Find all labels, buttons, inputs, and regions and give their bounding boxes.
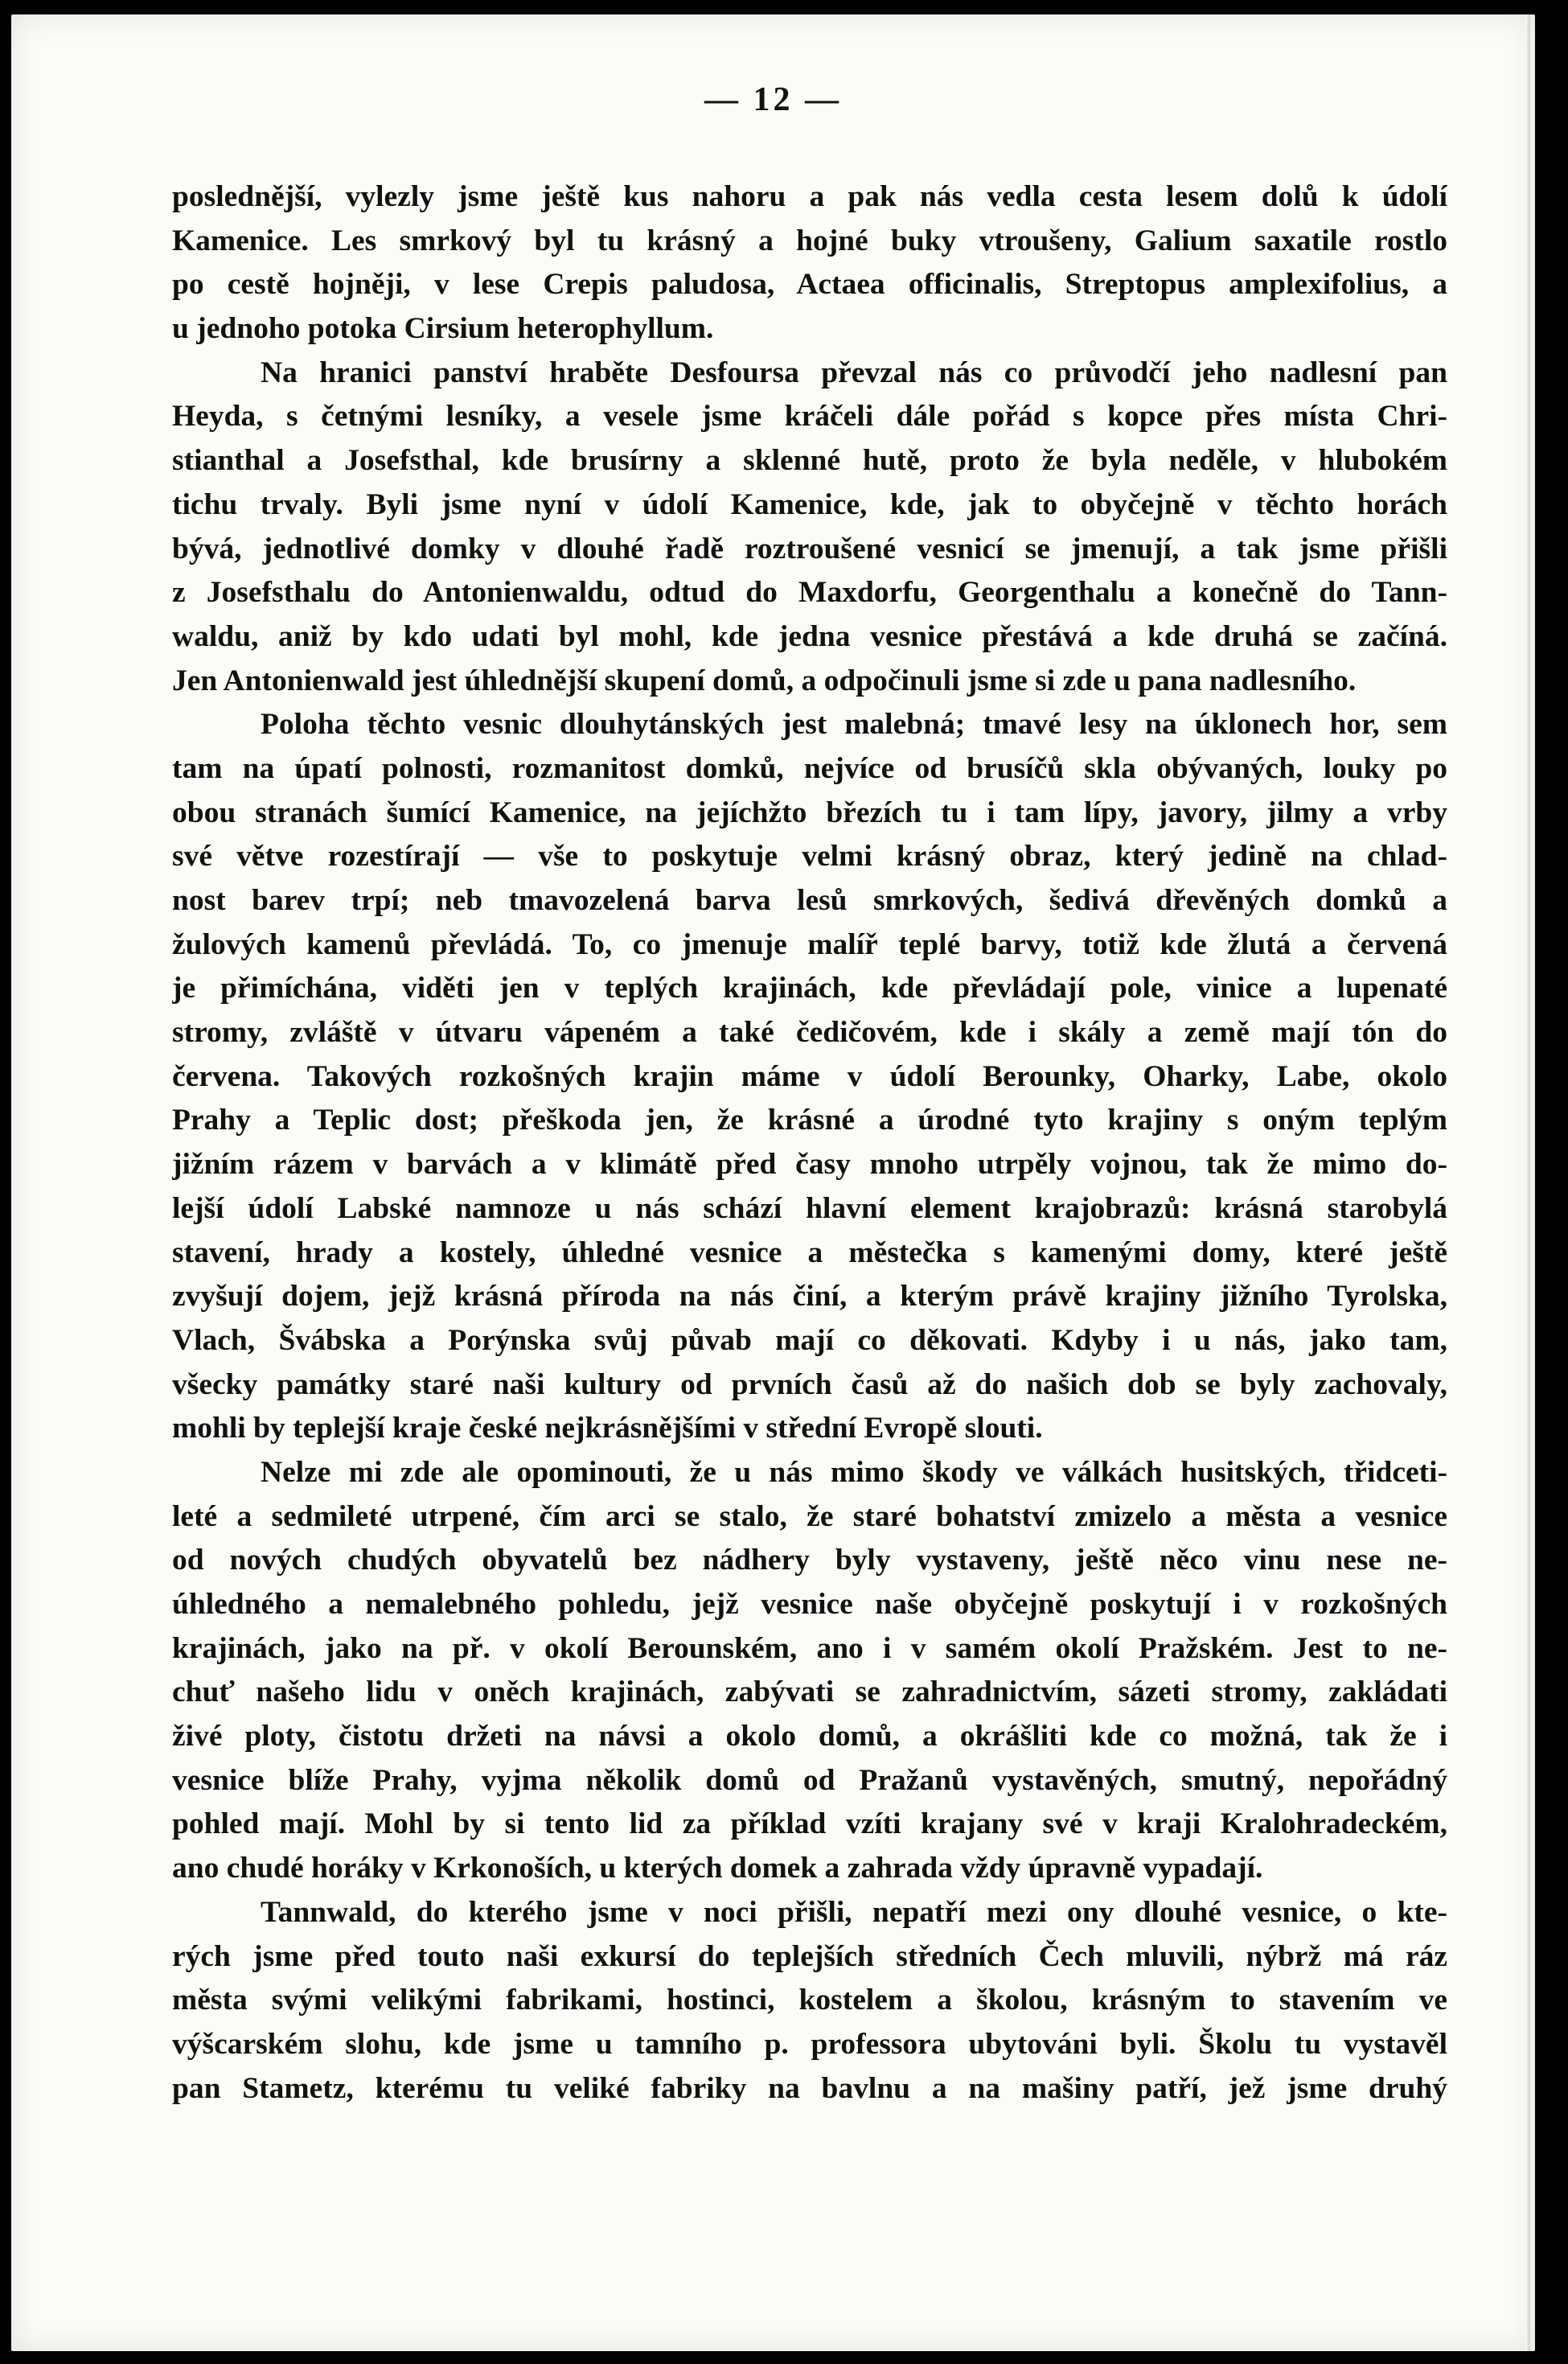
text-line: Poloha těchto vesnic dlouhytánských jest malebná; tmavé lesy na úklonech hor, sem [261,708,1447,742]
text-line: rých jsme před touto naši exkursí do teplejších středních Čech mluvili, nýbrž má ráz [172,1939,1447,1973]
page-edge [1525,14,1530,2351]
text-line: po cestě hojněji, v lese Crepis paludosa, Actaea officinalis, Streptopus amplexifolius, a [172,268,1447,302]
text-line: lejší údolí Labské namnoze u nás schází hlavní element krajobrazů: krásná starobylá [172,1191,1447,1225]
text-line: Tannwald, do kterého jsme v noci přišli, nepatří mezi ony dlouhé vesnice, o kte- [261,1895,1447,1929]
text-line: waldu, aniž by kdo udati byl mohl, kde jedna vesnice přestává a kde druhá se začíná. [172,619,1447,653]
text-line: mohli by teplejší kraje české nejkrásnějšími v střední Evropě slouti. [172,1412,1043,1445]
text-line: vesnice blíže Prahy, vyjma několik domů od Pražanů vystavěných, smutný, nepořádný [172,1763,1447,1797]
text-line: krajinách, jako na př. v okolí Berounském, ano i v samém okolí Pražském. Jest to ne- [172,1631,1447,1665]
text-line: žulových kamenů převládá. To, co jmenuje malíř teplé barvy, totiž kde žlutá a červená [172,927,1447,961]
text-line: výšcarském slohu, kde jsme u tamního p. professora ubytováni byli. Školu tu vystavěl [172,2027,1447,2061]
text-line: obou stranách šumící Kamenice, na jejíchžto březích tu i tam lípy, javory, jilmy a vrby [172,796,1447,829]
text-line: pohled mají. Mohl by si tento lid za příklad vzíti krajany své v kraji Kralohradeckém, [172,1807,1447,1841]
text-line: stromy, zvláště v útvaru vápeném a také čedičovém, kde i skály a země mají tón do [172,1016,1447,1050]
text-line: tam na úpatí polnosti, rozmanitost domků, nejvíce od brusíčů skla obývaných, louky po [172,751,1447,785]
text-line: Nelze mi zde ale opominouti, že u nás mimo škody ve válkách husitských, třidceti- [261,1455,1447,1489]
text-line: tichu trvaly. Byli jsme nyní v údolí Kamenice, kde, jak to obyčejně v těchto horách [172,487,1447,521]
text-line: Na hranici panství hraběte Desfoursa převzal nás co průvodčí jeho nadlesní pan [261,356,1447,389]
text-line: červena. Takových rozkošných krajin máme v údolí Berounky, Oharky, Labe, okolo [172,1059,1447,1093]
text-line: poslednější, vylezly jsme ještě kus nahoru a pak nás vedla cesta lesem dolů k údolí [172,180,1447,213]
text-line: od nových chudých obyvatelů bez nádhery byly vystaveny, ještě něco vinu nese ne- [172,1544,1447,1577]
text-line: z Josefsthalu do Antonienwaldu, odtud do Maxdorfu, Georgenthalu a konečně do Tann- [172,576,1447,610]
text-line: své větve rozestírají — vše to poskytuje velmi krásný obraz, který jedině na chlad- [172,840,1447,874]
body-text [172,175,1447,2111]
text-line: úhledného a nemalebného pohledu, jejž vesnice naše obyčejně poskytují i v rozkošných [172,1588,1447,1621]
text-line: chuť našeho lidu v oněch krajinách, zabývati se zahradnictvím, sázeti stromy, zakládati [172,1675,1447,1709]
text-line: leté a sedmileté utrpené, čím arci se stalo, že staré bohatství zmizelo a města a vesnice [172,1499,1447,1533]
text-line: stavení, hrady a kostely, úhledné vesnice a městečka s kamenými domy, které ještě [172,1235,1447,1269]
text-line: bývá, jednotlivé domky v dlouhé řadě roztroušené vesnicí se jmenují, a tak jsme přišli [172,532,1447,565]
text-line: je přimíchána, viděti jen v teplých krajinách, kde převládají pole, vinice a lupenaté [172,972,1447,1005]
book-page [11,14,1535,2351]
text-line: pan Stametz, kterému tu veliké fabriky na bavlnu a na mašiny patří, jež jsme druhý [172,2071,1447,2105]
text-line: u jednoho potoka Cirsium heterophyllum. [172,312,714,346]
text-line: Prahy a Teplic dost; přeškoda jen, že krásné a úrodné tyto krajiny s oným teplým [172,1104,1447,1137]
text-line: nost barev trpí; neb tmavozelená barva lesů smrkových, šedivá dřevěných domků a [172,884,1447,917]
text-line: Heyda, s četnými lesníky, a vesele jsme kráčeli dále pořád s kopce přes místa Chri- [172,400,1447,434]
text-line: stianthal a Josefsthal, kde brusírny a sklenné hutě, proto že byla neděle, v hlubokém [172,444,1447,478]
text-line: všecky památky staré naši kultury od prvních časů až do našich dob se byly zachovaly, [172,1367,1447,1401]
page-number: — 12 — [704,81,842,118]
text-line: města svými velikými fabrikami, hostinci, kostelem a školou, krásným to stavením ve [172,1984,1447,2017]
text-line: Vlach, Švábska a Porýnska svůj půvab mají co děkovati. Kdyby i u nás, jako tam, [172,1323,1447,1357]
text-line: zvyšují dojem, jejž krásná příroda na nás činí, a kterým právě krajiny jižního Tyrolska, [172,1280,1447,1314]
text-line: živé ploty, čistotu držeti na návsi a okolo domů, a okrášliti kde co možná, tak že i [172,1720,1447,1753]
text-line: Jen Antonienwald jest úhlednější skupení domů, a odpočinuli jsme si zde u pana nadlesního. [172,664,1357,697]
text-line: ano chudé horáky v Krkonoších, u kterých domek a zahrada vždy úpravně vypadají. [172,1852,1263,1885]
text-line: jižním rázem v barvách a v klimátě před časy mnoho utrpěly vojnou, tak že mimo do- [172,1148,1447,1182]
text-line: Kamenice. Les smrkový byl tu krásný a hojné buky vtroušeny, Galium saxatile rostlo [172,224,1447,257]
